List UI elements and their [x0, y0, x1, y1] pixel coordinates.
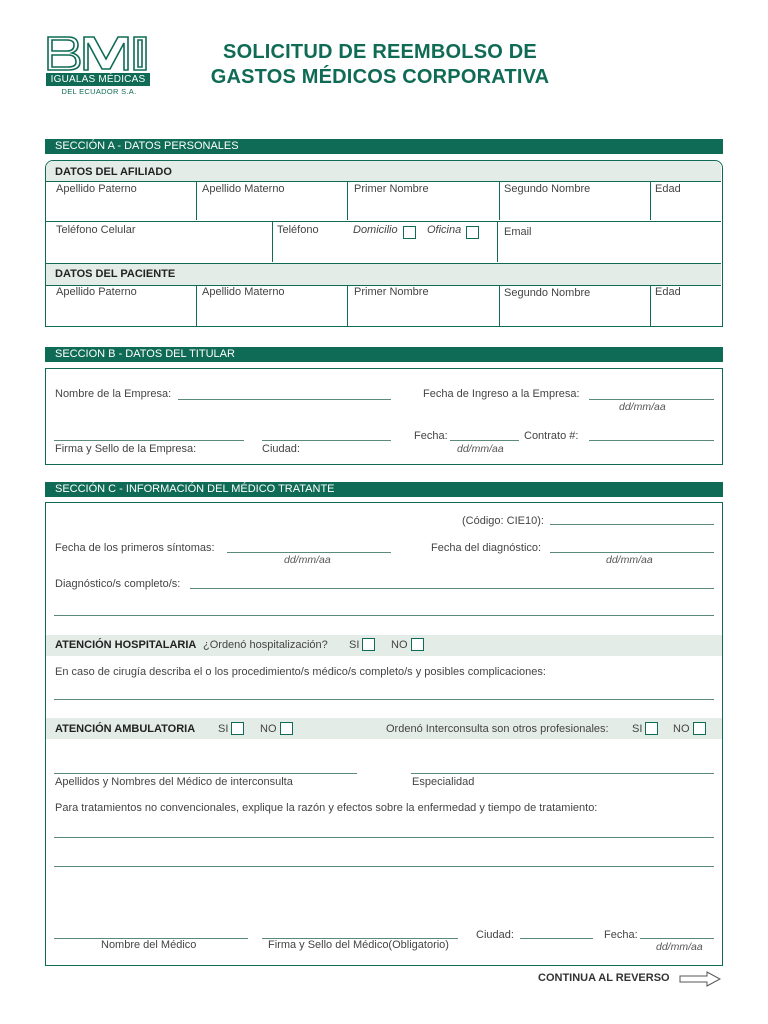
interconsulta-si-checkbox[interactable] [645, 722, 658, 735]
paciente-apellido-paterno-field[interactable]: Apellido Paterno [56, 286, 137, 298]
especialidad-label: Especialidad [412, 776, 475, 788]
medico-ciudad-input[interactable] [520, 938, 593, 939]
codigo-cie10-input[interactable] [550, 524, 714, 525]
codigo-cie10-label: (Código: CIE10): [462, 515, 544, 527]
interconsulta-label: Ordenó Interconsulta son otros profesionales: [386, 723, 609, 735]
page-title-line-2: GASTOS MÉDICOS CORPORATIVA [210, 66, 550, 88]
telefono-field[interactable]: Teléfono [277, 224, 319, 236]
amb-no-checkbox[interactable] [280, 722, 293, 735]
domicilio-checkbox[interactable] [403, 226, 416, 239]
paciente-primer-nombre-field[interactable]: Primer Nombre [354, 286, 429, 298]
nombre-empresa-input[interactable] [178, 399, 391, 400]
afiliado-apellido-paterno-field[interactable]: Apellido Paterno [56, 183, 137, 195]
section-b-header: SECCION B - DATOS DEL TITULAR [45, 347, 723, 362]
amb-si-label: SI [218, 723, 229, 735]
oficina-label: Oficina [427, 224, 462, 236]
company-logo [46, 35, 152, 96]
cirugia-label: En caso de cirugía describa el o los procedimiento/s médico/s completo/s y posibles complicaciones: [55, 666, 546, 678]
medico-fecha-input[interactable] [640, 938, 714, 939]
fecha-diagnostico-hint: dd/mm/aa [606, 554, 653, 566]
afiliado-title: DATOS DEL AFILIADO [55, 166, 172, 178]
ciudad-input[interactable] [262, 440, 391, 441]
fecha-sintomas-input[interactable] [227, 552, 391, 553]
interconsulta-no-checkbox[interactable] [693, 722, 706, 735]
firma-empresa-input[interactable] [54, 440, 244, 441]
fecha-diagnostico-label: Fecha del diagnóstico: [431, 542, 542, 554]
fecha-diagnostico-input[interactable] [550, 552, 714, 553]
fecha-input[interactable] [450, 440, 519, 441]
ciudad-label: Ciudad: [262, 443, 300, 455]
atencion-ambulatoria-title: ATENCIÓN AMBULATORIA [55, 723, 196, 735]
cirugia-input[interactable] [54, 699, 714, 700]
hosp-no-label: NO [391, 639, 408, 651]
afiliado-primer-nombre-field[interactable]: Primer Nombre [354, 183, 429, 195]
paciente-title: DATOS DEL PACIENTE [55, 268, 176, 280]
section-a-box [45, 160, 723, 327]
paciente-segundo-nombre-field[interactable]: Segundo Nombre [504, 287, 591, 299]
fecha-ingreso-hint: dd/mm/aa [619, 401, 666, 413]
interconsulta-si-label: SI [632, 723, 643, 735]
hosp-si-checkbox[interactable] [362, 638, 375, 651]
especialidad-input[interactable] [411, 773, 714, 774]
afiliado-edad-field[interactable]: Edad [655, 183, 681, 195]
amb-si-checkbox[interactable] [231, 722, 244, 735]
firma-empresa-label: Firma y Sello de la Empresa: [55, 443, 197, 455]
fecha-hint: dd/mm/aa [457, 443, 504, 455]
continua-reverso-label: CONTINUA AL REVERSO [538, 972, 670, 984]
fecha-ingreso-input[interactable] [589, 399, 714, 400]
nombre-medico-label: Nombre del Médico [101, 939, 197, 951]
medico-fecha-hint: dd/mm/aa [656, 941, 703, 953]
medico-interconsulta-label: Apellidos y Nombres del Médico de interconsulta [55, 776, 293, 788]
tratamientos-label: Para tratamientos no convencionales, explique la razón y efectos sobre la enfermedad y tiempo de tratamiento: [55, 802, 598, 814]
page-title-line-1: SOLICITUD DE REEMBOLSO DE [223, 41, 537, 63]
bmi-logo-mark [46, 35, 150, 71]
medico-interconsulta-input[interactable] [54, 773, 357, 774]
diagnostico-input-1[interactable] [190, 588, 714, 589]
telefono-celular-field[interactable]: Teléfono Celular [56, 224, 136, 236]
domicilio-label: Domicilio [353, 224, 398, 236]
right-arrow-outline-icon [679, 971, 721, 987]
email-field[interactable]: Email [504, 226, 532, 238]
section-c-header: SECCIÓN C - INFORMACIÓN DEL MÉDICO TRATANTE [45, 482, 723, 497]
section-a-header: SECCIÓN A - DATOS PERSONALES [45, 139, 723, 154]
afiliado-segundo-nombre-field[interactable]: Segundo Nombre [504, 183, 591, 195]
fecha-label: Fecha: [414, 430, 448, 442]
nombre-empresa-label: Nombre de la Empresa: [55, 388, 172, 400]
paciente-apellido-materno-field[interactable]: Apellido Materno [202, 286, 285, 298]
afiliado-apellido-materno-field[interactable]: Apellido Materno [202, 183, 285, 195]
medico-fecha-label: Fecha: [604, 929, 638, 941]
fecha-sintomas-hint: dd/mm/aa [284, 554, 331, 566]
hosp-no-checkbox[interactable] [411, 638, 424, 651]
oficina-checkbox[interactable] [466, 226, 479, 239]
firma-medico-label: Firma y Sello del Médico(Obligatorio) [268, 939, 449, 951]
medico-ciudad-label: Ciudad: [476, 929, 514, 941]
contrato-input[interactable] [589, 440, 714, 441]
fecha-sintomas-label: Fecha de los primeros síntomas: [55, 542, 215, 554]
diagnostico-label: Diagnóstico/s completo/s: [55, 578, 181, 590]
fecha-ingreso-label: Fecha de Ingreso a la Empresa: [423, 388, 580, 400]
logo-subtitle: DEL ECUADOR S.A. [61, 87, 137, 96]
interconsulta-no-label: NO [673, 723, 690, 735]
amb-no-label: NO [260, 723, 277, 735]
tratamientos-input-2[interactable] [54, 866, 714, 867]
tratamientos-input-1[interactable] [54, 837, 714, 838]
atencion-hospitalaria-title: ATENCIÓN HOSPITALARIA [55, 639, 197, 651]
diagnostico-input-2[interactable] [54, 615, 714, 616]
hosp-si-label: SI [349, 639, 360, 651]
ordeno-hospitalizacion-label: ¿Ordenó hospitalización? [203, 639, 328, 651]
contrato-label: Contrato #: [524, 430, 579, 442]
logo-band: IGUALAS MÉDICAS [46, 73, 150, 86]
paciente-edad-field[interactable]: Edad [655, 286, 681, 298]
